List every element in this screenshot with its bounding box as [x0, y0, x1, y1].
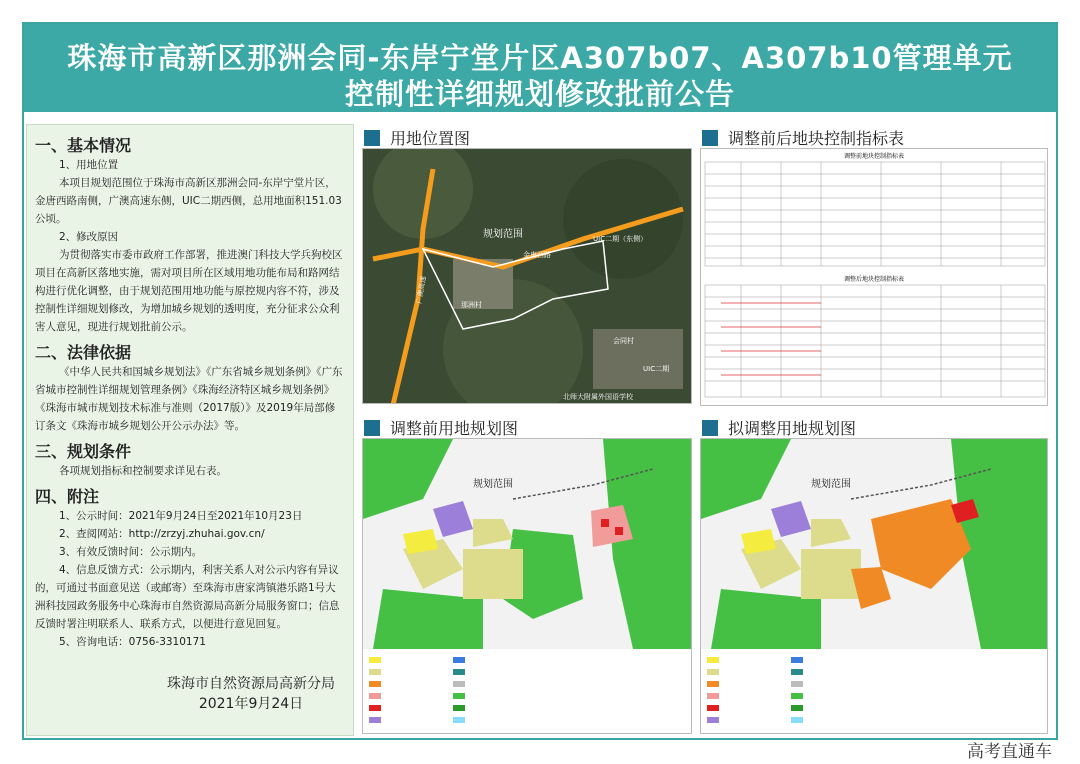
- issuer-name: 珠海市自然资源局高新分局: [167, 676, 335, 692]
- before-legend: [363, 649, 692, 734]
- panel-title-before: 调整前用地规划图: [364, 416, 518, 439]
- issue-date: 2021年9月24日: [198, 696, 304, 712]
- section-title-legal: 二、法律依据: [35, 343, 132, 362]
- table-heading-before: 调整前地块控制指标表: [843, 153, 904, 160]
- title-marker-icon: [702, 130, 718, 146]
- subsection-location: 1、用地位置: [59, 159, 119, 171]
- paragraph-location: 本项目规划范围位于珠海市高新区那洲会同-东岸宁堂片区，金唐西路南侧，广澳高速东侧，UIC二期西侧，总用地面积151.03公顷。: [35, 177, 342, 225]
- notice-frame: [22, 22, 1058, 740]
- panel-title-table: 调整前后地块控制指标表: [702, 126, 904, 149]
- panel-title-location: 用地位置图: [364, 126, 470, 149]
- paragraph-legal: 《中华人民共和国城乡规划法》《广东省城乡规划条例》《广东省城市控制性详细规划管理条例》《珠海经济特区城乡规划条例》《珠海市城市规划技术标准与准则（2017版）》及2019年局部修订条文《珠海市城乡规划公开公示办法》等。: [35, 366, 343, 432]
- title-banner: [24, 24, 1056, 112]
- paragraph-reason: 为贯彻落实市委市政府工作部署，推进澳门科技大学兵狗校区项目在高新区落地实施，需对项目所在区域用地功能布局和路网结构进行优化调整，由于规划范围用地功能与原控规内容不符，涉及控制性详细规划修改，为增加城乡规划的透明度，充分征求公众利害人意见，现进行规划批前公示。: [35, 249, 343, 333]
- title-marker-icon: [702, 420, 718, 436]
- location-satellite-map: [362, 148, 692, 404]
- paragraph-conditions: 各项规划指标和控制要求详见右表。: [59, 465, 227, 477]
- school-label: 北师大附属外国语学校: [563, 393, 633, 401]
- village-huitong-label: 会同村: [613, 337, 634, 345]
- note-website: 2、查阅网站：http://zrzyj.zhuhai.gov.cn/: [59, 528, 265, 540]
- page-title-line2: 控制性详细规划修改批前公告: [344, 77, 735, 111]
- page-title-line1: 珠海市高新区那洲会同-东岸宁堂片区A307b07、A307b10管理单元: [67, 41, 1013, 75]
- note-feedback-method: 4、信息反馈方式：公示期内，利害关系人对公示内容有异议的，可通过书面意见送（或邮寄）至珠海市唐家湾镇港乐路1号大洲科技园政务服务中心珠海市自然资源局高新分局服务窗口；信息反馈时署注明联系人、联系方式，以便进行意见回复。: [35, 564, 340, 630]
- control-index-table: [700, 148, 1048, 406]
- title-marker-icon: [364, 130, 380, 146]
- scope-label-before: 规划范围: [473, 479, 513, 490]
- note-phone: 5、咨询电话：0756-3310171: [59, 636, 206, 648]
- watermark-text: 高考直通车: [967, 742, 1052, 762]
- title-marker-icon: [364, 420, 380, 436]
- panel-title-after: 拟调整用地规划图: [702, 416, 856, 439]
- issuer-block: [167, 673, 335, 713]
- note-feedback-time: 3、有效反馈时间：公示期内。: [59, 546, 203, 558]
- after-landuse-map: [700, 438, 1048, 734]
- uic-east-label: UIC二期（东侧）: [593, 235, 648, 243]
- uic-label: UIC二期: [643, 365, 670, 373]
- scope-label-after: 规划范围: [811, 479, 851, 490]
- table-heading-after: 调整后地块控制指标表: [843, 276, 904, 283]
- before-landuse-map: [362, 438, 692, 734]
- road-label-jintang: 金唐西路: [523, 251, 551, 259]
- road-label-guangao: 广澳高速: [415, 275, 428, 305]
- section-title-notes: 四、附注: [35, 487, 100, 506]
- village-nazhou-label: 那洲村: [461, 301, 482, 309]
- scope-label: 规划范围: [483, 229, 523, 240]
- after-legend: [701, 649, 1048, 734]
- subsection-reason: 2、修改原因: [59, 231, 119, 243]
- notice-text-column: [26, 124, 354, 736]
- section-title-basic: 一、基本情况: [35, 136, 132, 155]
- section-title-conditions: 三、规划条件: [35, 442, 132, 461]
- note-time: 1、公示时间：2021年9月24日至2021年10月23日: [59, 510, 303, 522]
